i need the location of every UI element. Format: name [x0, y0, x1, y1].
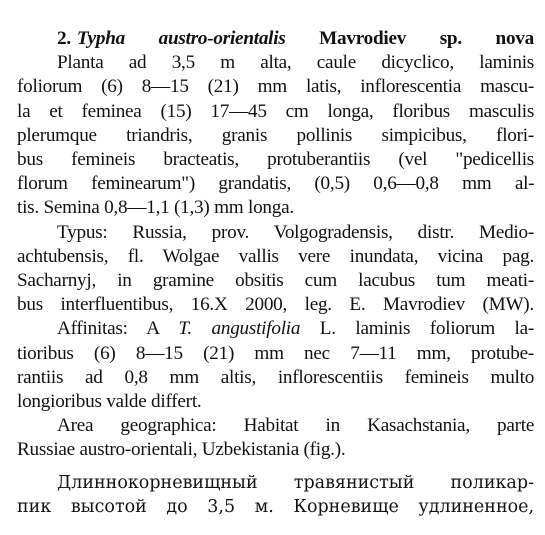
typus-paragraph: [17, 221, 534, 318]
description-line: tis. Semina 0,8—1,1 (1,3) mm longa.: [17, 197, 294, 219]
affinitas-line: tioribus (6) 8—15 (21) mm nec 7—11 mm, protube-: [17, 342, 534, 364]
description-line: Planta ad 3,5 m alta, caule dicyclico, laminis: [57, 52, 534, 74]
species-name: Typha austro-orientalis: [76, 28, 286, 49]
description-line: foliorum (6) 8—15 (21) mm latis, inflorescentia mascu-: [17, 76, 534, 98]
area-line: Area geographica: Habitat in Kasachstania, parte: [57, 415, 535, 437]
typus-line: Typus: Russia, prov. Volgogradensis, distr. Medio-: [57, 221, 534, 243]
species-author: Mavrodiev sp. nova: [319, 28, 534, 49]
description-line: bus femineis bracteatis, protuberantiis (vel "pedicellis: [17, 149, 534, 171]
affinitas-paragraph: [17, 317, 534, 414]
typus-line: bus interfluentibus, 16.X 2000, leg. E. Mavrodiev (MW).: [17, 294, 534, 316]
affinitas-line: rantiis ad 0,8 mm altis, inflorescentiis femineis multo: [17, 366, 535, 388]
area-paragraph: [17, 414, 534, 462]
typus-line: achtubensis, fl. Wolgae vallis vere inundata, vicina pag.: [17, 245, 534, 267]
russian-line: пик высотой до 3,5 м. Корневище удлиненное,: [17, 496, 535, 517]
affinitas-suffix: L. laminis foliorum la-: [300, 318, 534, 340]
affinitas-prefix: Affinitas: A: [57, 318, 179, 340]
affinitas-line: [17, 317, 534, 341]
affinitas-species: T. angustifolia: [178, 318, 301, 340]
typus-line: Sacharnyj, in gramine obsitis cum lacubus tum meati-: [17, 270, 534, 292]
description-line: plerumque triandris, granis pollinis simpicibus, flori-: [17, 124, 534, 146]
species-number: 2.: [57, 28, 71, 49]
affinitas-line: longioribus valde differt.: [17, 391, 202, 413]
description-line: la et feminea (15) 17—45 cm longa, floribus masculis: [17, 100, 535, 122]
russian-description: [17, 471, 534, 519]
description-line: florum feminearum") grandatis, (0,5) 0,6—0,8 mm al-: [17, 173, 535, 195]
russian-line: Длиннокорневищный травянистый поликар-: [57, 472, 534, 493]
species-description: [17, 27, 534, 221]
area-line: Russiae austro-orientali, Uzbekistania (fig.).: [17, 439, 346, 461]
species-heading: [17, 27, 534, 51]
page: [17, 27, 534, 519]
